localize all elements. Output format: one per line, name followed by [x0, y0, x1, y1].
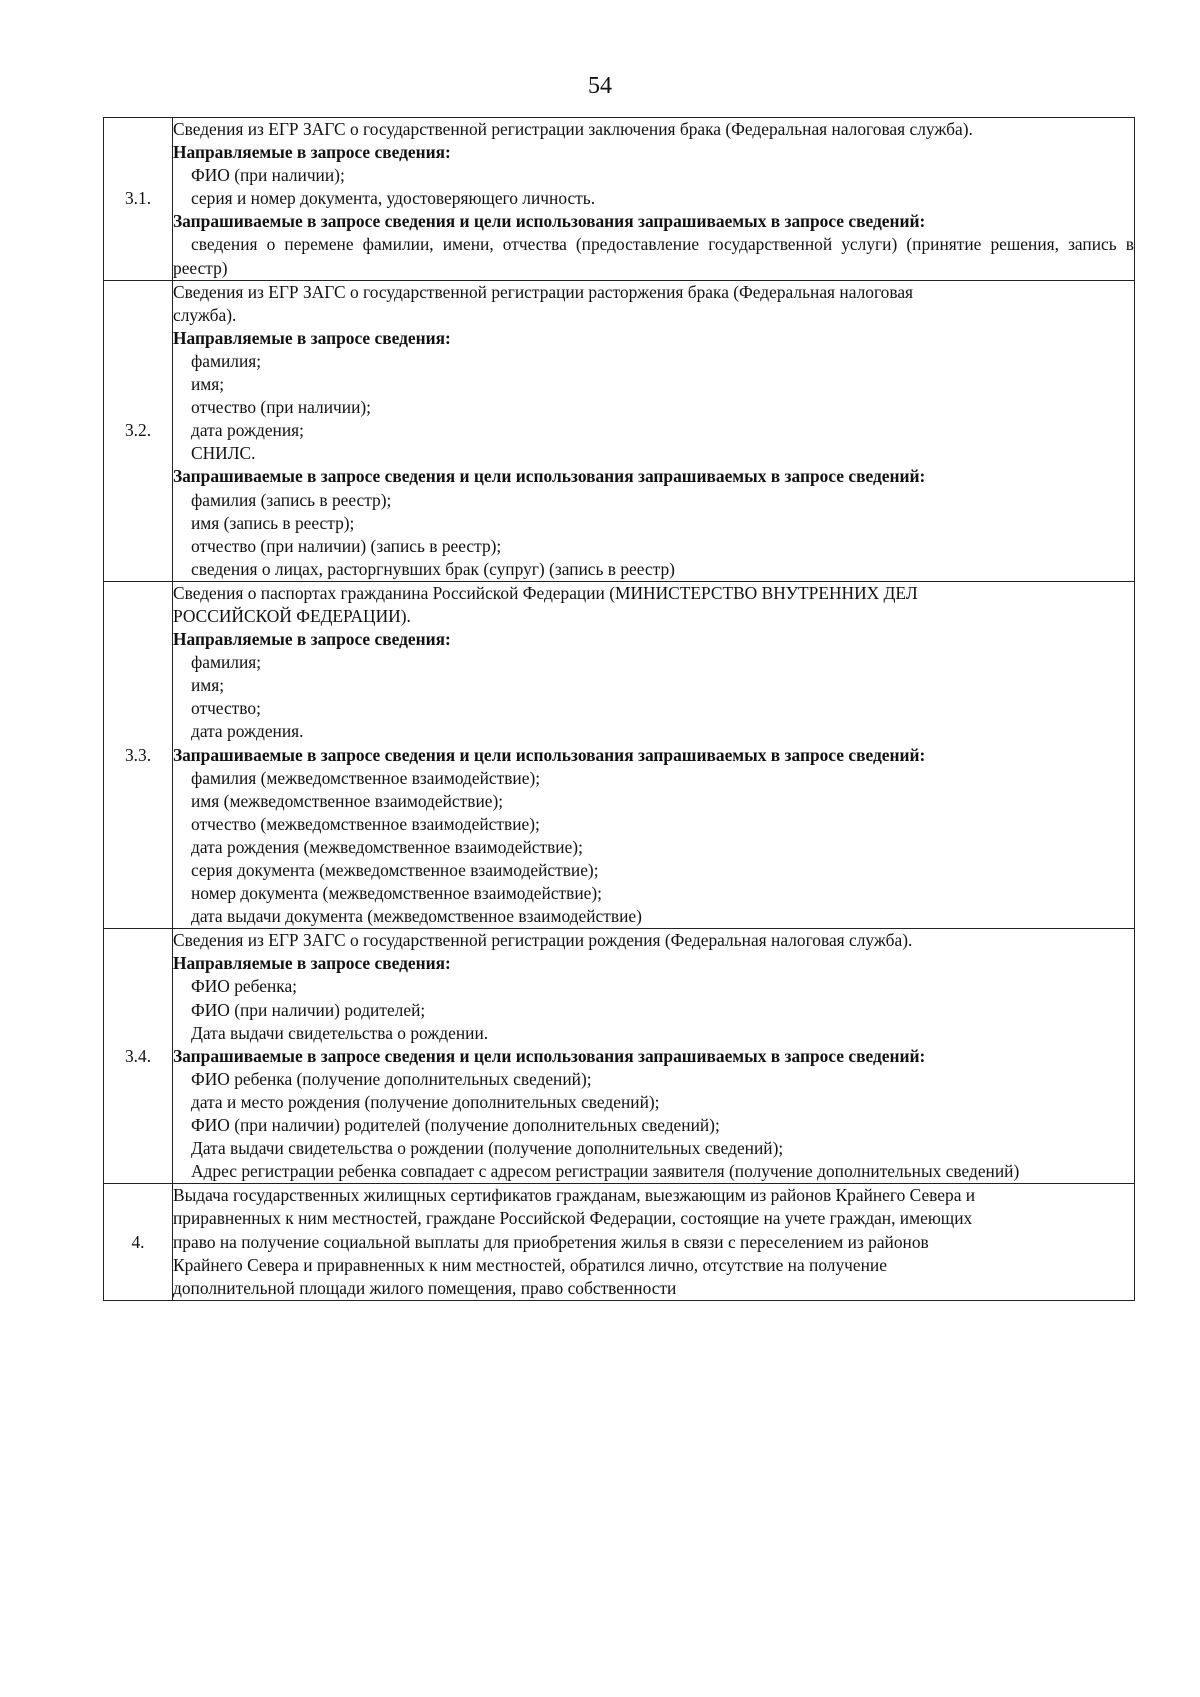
sent-item: фамилия; — [191, 652, 262, 673]
requested-item: ФИО ребенка (получение дополнительных сведений); — [191, 1068, 592, 1089]
table-row-3-2 — [104, 280, 1135, 581]
row-number: 3.1. — [104, 118, 173, 281]
sent-item: имя; — [191, 374, 225, 395]
sent-heading: Направляемые в запросе сведения: — [173, 953, 451, 974]
requested-item: ФИО (при наличии) родителей (получение дополнительных сведений); — [191, 1115, 720, 1136]
row-title-line: РОССИЙСКОЙ ФЕДЕРАЦИИ). — [173, 605, 411, 626]
requested-item: имя (межведомственное взаимодействие); — [191, 790, 504, 811]
row-title: Сведения из ЕГР ЗАГС о государственной регистрации заключения брака (Федеральная налоговая служба). — [173, 119, 973, 139]
requested-heading: Запрашиваемые в запросе сведения и цели использования запрашиваемых в запросе сведений: — [173, 744, 926, 765]
row-title: Сведения из ЕГР ЗАГС о государственной регистрации рождения (Федеральная налоговая служба). — [173, 930, 913, 951]
table-row-3-1 — [104, 118, 1135, 281]
sent-item: СНИЛС. — [191, 443, 256, 464]
row-text-line: дополнительной площади жилого помещения, право собственности — [173, 1277, 677, 1298]
row-title-line: служба). — [173, 304, 237, 325]
requested-item: имя (запись в реестр); — [191, 512, 355, 533]
sent-item: отчество (при наличии); — [191, 397, 372, 418]
sent-item: ФИО ребенка; — [191, 976, 297, 997]
sent-item: имя; — [191, 675, 225, 696]
row-content — [173, 118, 1135, 281]
requested-item: отчество (при наличии) (запись в реестр); — [191, 535, 502, 556]
requested-item: отчество (межведомственное взаимодействие); — [191, 813, 540, 834]
sent-heading: Направляемые в запросе сведения: — [173, 629, 451, 650]
requested-item: фамилия (межведомственное взаимодействие); — [191, 767, 541, 788]
sent-item: отчество; — [191, 698, 261, 719]
sent-item: дата рождения; — [191, 420, 304, 441]
requested-item: фамилия (запись в реестр); — [191, 489, 392, 510]
requested-item: номер документа (межведомственное взаимодействие); — [191, 883, 602, 904]
row-content — [173, 581, 1135, 928]
services-table — [103, 117, 1135, 1301]
requested-item: дата и место рождения (получение дополнительных сведений); — [191, 1091, 660, 1112]
requested-item: Адрес регистрации ребенка совпадает с адресом регистрации заявителя (получение дополнительных сведений) — [191, 1161, 1020, 1182]
requested-item: сведения о лицах, расторгнувших брак (супруг) (запись в реестр) — [191, 558, 675, 579]
table-row-4 — [104, 1184, 1135, 1300]
requested-item: дата рождения (межведомственное взаимодействие); — [191, 836, 583, 857]
sent-item: Дата выдачи свидетельства о рождении. — [191, 1022, 489, 1043]
row-content — [173, 929, 1135, 1184]
row-number: 3.2. — [104, 280, 173, 581]
sent-heading: Направляемые в запросе сведения: — [173, 142, 451, 163]
row-text-line: приравненных к ним местностей, граждане Российской Федерации, состоящие на учете граждан, имеющих — [173, 1208, 973, 1229]
requested-item: Дата выдачи свидетельства о рождении (получение дополнительных сведений); — [191, 1138, 784, 1159]
requested-heading: Запрашиваемые в запросе сведения и цели использования запрашиваемых в запросе сведений: — [173, 1045, 926, 1066]
row-title-line: Сведения о паспортах гражданина Российской Федерации (МИНИСТЕРСТВО ВНУТРЕННИХ ДЕЛ — [173, 582, 918, 603]
row-text-line: Выдача государственных жилищных сертификатов гражданам, выезжающим из районов Крайнего Севера и — [173, 1185, 976, 1206]
table-row-3-4 — [104, 929, 1135, 1184]
sent-item: ФИО (при наличии); — [191, 165, 345, 186]
sent-heading: Направляемые в запросе сведения: — [173, 327, 451, 348]
requested-item: серия документа (межведомственное взаимодействие); — [191, 860, 599, 880]
requested-item: дата выдачи документа (межведомственное взаимодействие) — [191, 906, 642, 927]
requested-heading: Запрашиваемые в запросе сведения и цели использования запрашиваемых в запросе сведений: — [173, 211, 926, 232]
row-number: 4. — [104, 1184, 173, 1300]
table-row-3-3 — [104, 581, 1135, 928]
row-text-line: Крайнего Севера и приравненных к ним местностей, обратился лично, отсутствие на получение — [173, 1254, 887, 1275]
row-content — [173, 1184, 1135, 1300]
sent-item: фамилия; — [191, 350, 262, 371]
sent-item: серия и номер документа, удостоверяющего личность. — [191, 188, 596, 209]
row-content — [173, 280, 1135, 581]
sent-item: дата рождения. — [191, 721, 304, 742]
row-title-line: Сведения из ЕГР ЗАГС о государственной регистрации расторжения брака (Федеральная налоговая — [173, 281, 914, 302]
row-number: 3.4. — [104, 929, 173, 1184]
row-number: 3.3. — [104, 581, 173, 928]
sent-item: ФИО (при наличии) родителей; — [191, 999, 426, 1020]
requested-text: сведения о перемене фамилии, имени, отчества (предоставление государственной услуги) (принятие решения, запись в реестр) — [173, 234, 1134, 278]
requested-heading: Запрашиваемые в запросе сведения и цели использования запрашиваемых в запросе сведений: — [173, 466, 926, 487]
row-text-line: право на получение социальной выплаты для приобретения жилья в связи с переселением из районов — [173, 1231, 929, 1252]
page-number: 54 — [588, 73, 612, 99]
